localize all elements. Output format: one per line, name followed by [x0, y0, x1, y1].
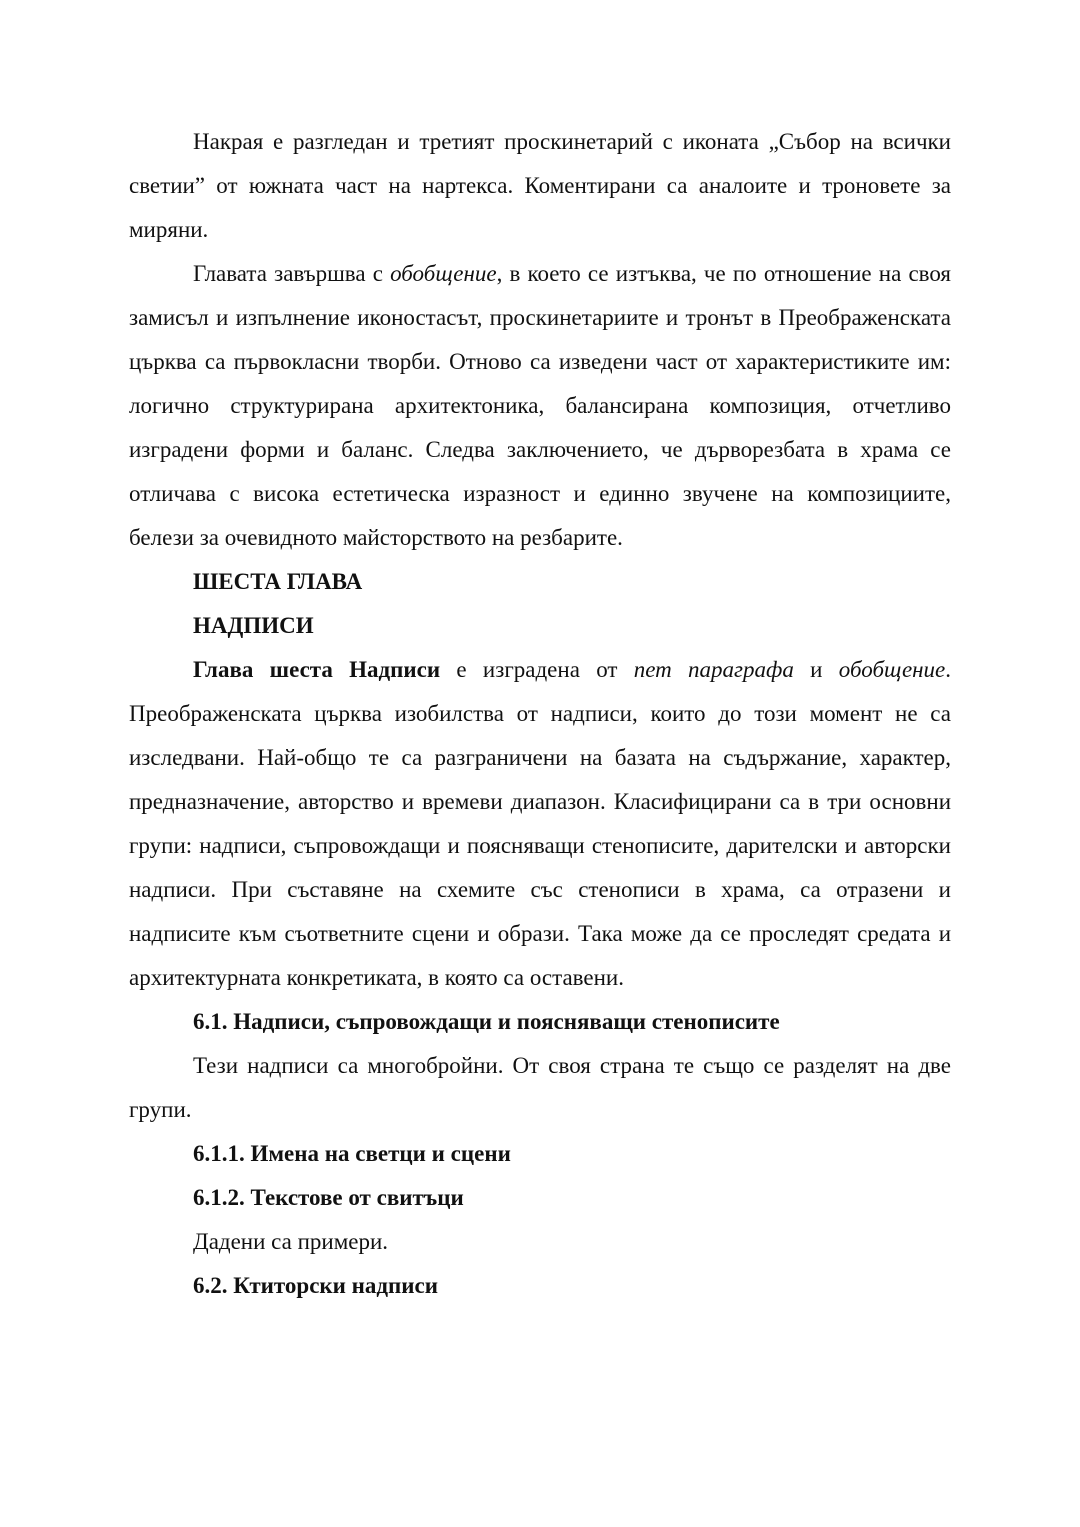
text-run: е изградена от	[440, 657, 634, 682]
paragraph-chapter-six-intro	[129, 648, 951, 1000]
section-heading-6-1-2: 6.1.2. Текстове от свитъци	[193, 1185, 464, 1210]
italic-summary: обобщение	[838, 657, 946, 682]
text-run: , в което се изтъква, че по отношение на своя замисъл и изпълнение иконостасът, проскинетариите и тронът в Преображенската църква са първокласни творби. Отново са изведени част от характеристиките им: логично структурирана архитектоника, балансирана композиция, отчетливо изградени форми и баланс. Следва заключението, че дърворезбата в храма се отличава с висока естетическа изразност и единно звучене на композициите, белези за очевидното майсторството на резбарите.	[129, 261, 951, 550]
text-run: . Преображенската църква изобилства от надписи, които до този момент не са изследвани. Най-общо те са разграничени на базата на съдържание, характер, предназначение, авторство и времеви диапазон. Класифицирани са в три основни групи: надписи, съпровождащи и поясняващи стенописите, дарителски и авторски надписи. При съставяне на схемите със стенописи в храма, са отразени и надписите към съответните сцени и образи. Така може да се проследят средата и архитектурната конкретиката, в която са оставени.	[129, 657, 952, 990]
italic-five-paragraphs: пет параграфа	[633, 657, 794, 682]
italic-term-summary: обобщение	[390, 261, 497, 286]
text-run: и	[793, 657, 839, 682]
section-heading-6-1: 6.1. Надписи, съпровождащи и поясняващи стенописите	[193, 1009, 780, 1034]
paragraph-summary-chapter-five	[129, 252, 951, 560]
paragraph-proskynetarion: Накрая е разгледан и третият проскинетарий с иконата „Събор на всички светии” от южната част на нартекса. Коментирани са аналоите и троновете за миряни.	[129, 129, 951, 242]
section-heading-6-2: 6.2. Ктиторски надписи	[193, 1273, 439, 1298]
paragraph-inscriptions-groups: Тези надписи са многобройни. От своя страна те също се разделят на две групи.	[129, 1053, 951, 1122]
chapter-title: НАДПИСИ	[193, 613, 314, 638]
bold-chapter-name: Глава шеста Надписи	[193, 657, 441, 682]
chapter-heading: ШЕСТА ГЛАВА	[193, 569, 363, 594]
section-heading-6-1-1: 6.1.1. Имена на светци и сцени	[193, 1141, 511, 1166]
paragraph-examples: Дадени са примери.	[193, 1229, 389, 1254]
text-run: Главата завършва с	[193, 261, 391, 286]
